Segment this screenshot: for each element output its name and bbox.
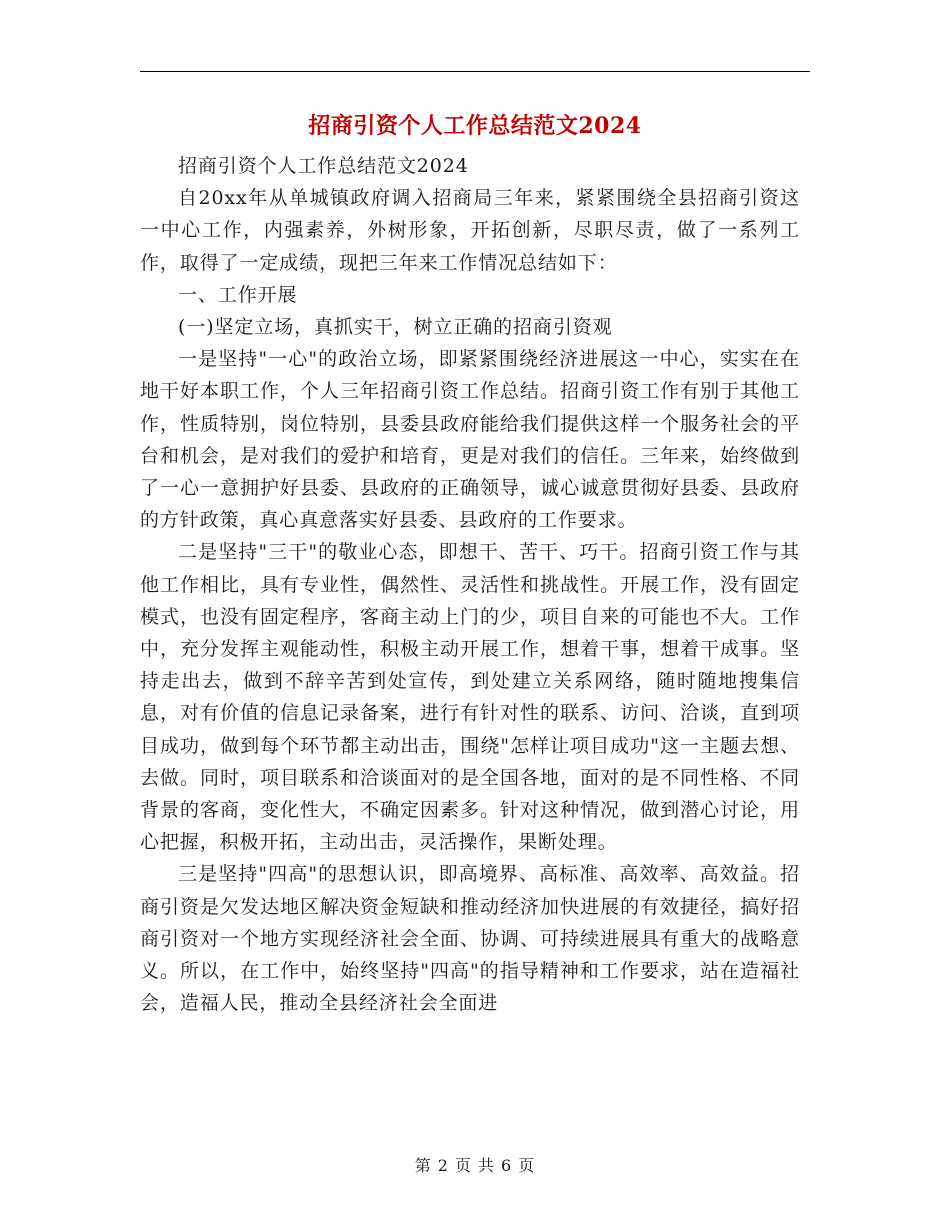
footer-total-pages: 6: [501, 1156, 513, 1175]
section-heading: 一、工作开展: [178, 283, 298, 306]
paragraph-subtitle: 招商引资个人工作总结范文2024: [178, 155, 469, 177]
paragraph-point-two: 二是坚持"三干"的敬业心态，即想干、苦干、巧干。招商引资工作与其他工作相比，具有专业性，偶然性、灵活性和挑战性。开展工作，没有固定模式，也没有固定程序，客商主动上门的少，项目自来的可能也不大。工作中，充分发挥主观能动性，积极主动开展工作，想着干事，想着干成事。坚持走出去，做到不辞辛苦到处宣传，到处建立关系网络，随时随地搜集信息，对有价值的信息记录备案，进行有针对性的联系、访问、洽谈，直到项目成功，做到每个环节都主动出击，围绕"怎样让项目成功"这一主题去想、去做。同时，项目联系和洽谈面对的是全国各地，面对的是不同性格、不同背景的客商，变化性大，不确定因素多。针对这种情况，做到潜心讨论，用心把握，积极开拓，主动出击，灵活操作，果断处理。: [140, 541, 800, 854]
footer-page-number: 2: [437, 1156, 449, 1175]
paragraph-intro: 自20xx年从单城镇政府调入招商局三年来，紧紧围绕全县招商引资这一中心工作，内强素养，外树形象，开拓创新，尽职尽责，做了一系列工作，取得了一定成绩，现把三年来工作情况总结如下：: [140, 187, 800, 274]
paragraph-point-three: 三是坚持"四高"的思想认识，即高境界、高标准、高效率、高效益。招商引资是欠发达地区解决资金短缺和推动经济加快进展的有效捷径，搞好招商引资对一个地方实现经济社会全面、协调、可持续进展具有重大的战略意义。所以，在工作中，始终坚持"四高"的指导精神和工作要求，站在造福社会，造福人民，推动全县经济社会全面进: [140, 863, 800, 1015]
footer-page-unit: 页: [454, 1156, 472, 1175]
footer-page-label: 第: [414, 1156, 432, 1175]
page-footer: [0, 1153, 950, 1176]
footer-total-label: 共: [478, 1156, 496, 1175]
subsection-heading: (一)坚定立场，真抓实干，树立正确的招商引资观: [178, 316, 613, 339]
header-rule: [140, 71, 810, 72]
paragraph-point-one: 一是坚持"一心"的政治立场，即紧紧围绕经济进展这一中心，实实在在地干好本职工作，个人三年招商引资工作总结。招商引资工作有别于其他工作，性质特别，岗位特别，县委县政府能给我们提供这样一个服务社会的平台和机会，是对我们的爱护和培育，更是对我们的信任。三年来，始终做到了一心一意拥护好县委、县政府的正确领导，诚心诚意贯彻好县委、县政府的方针政策，真心真意落实好县委、县政府的工作要求。: [140, 348, 800, 532]
footer-total-unit: 页: [518, 1156, 536, 1175]
document-body: [140, 150, 800, 1019]
document-title: 招商引资个人工作总结范文2024: [308, 113, 642, 139]
